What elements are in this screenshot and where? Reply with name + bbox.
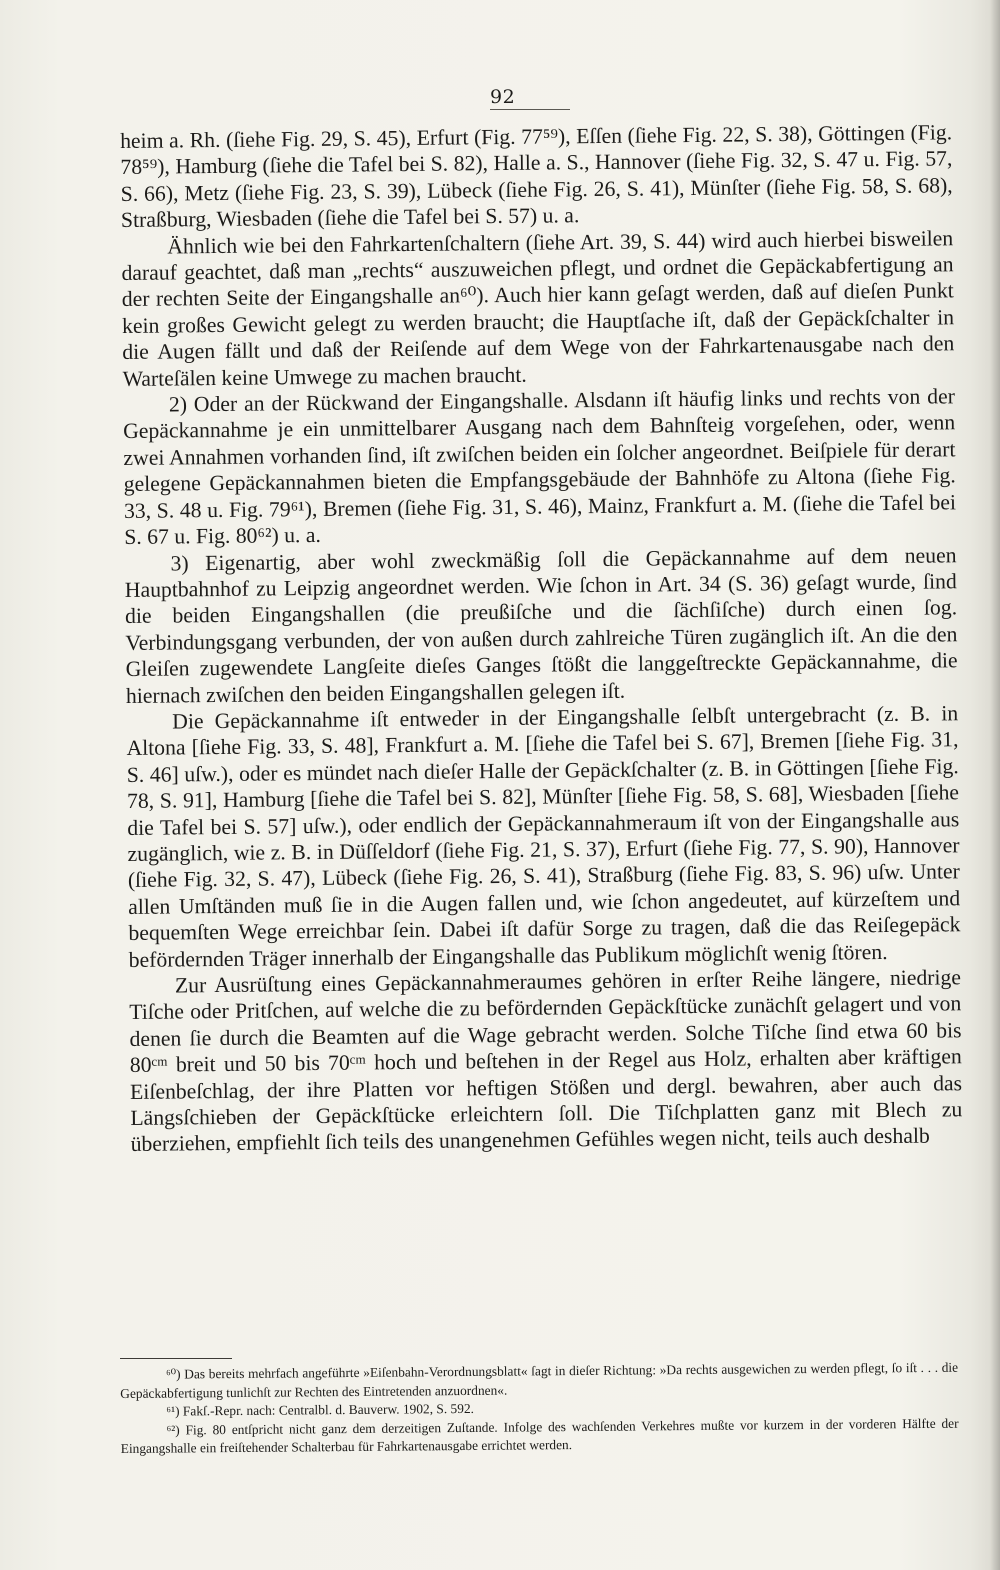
paragraph-continuation: heim a. Rh. (ſiehe Fig. 29, S. 45), Erfurt (Fig. 77⁵⁹), Eſſen (ſiehe Fig. 22, S. 38), Göttingen (Fig. 78⁵⁹), Hamburg (ſiehe die Tafel bei S. 82), Halle a. S., Hannover (ſiehe Fig. 32, S. 47 u. Fig. 57, S. 66), Metz (ſiehe Fig. 23, S. 39), Lübeck (ſiehe Fig. 26, S. 41), Münſter (ſiehe Fig. 58, S. 68), Straßburg, Wiesbaden (ſiehe die Tafel bei S. 57) u. a. xyxy=(120,120,953,233)
footnote-60: ⁶⁰) Das bereits mehrfach angeführte »Eiſenbahn-Verordnungsblatt« ſagt in dieſer Richtung: »Da rechts ausgewichen zu werden pflegt, ſo iſt . . . die Gepäckabfertigung tunlichſt zur Rechten des Eintretenden anzuordnen«. xyxy=(120,1359,959,1401)
paragraph: 3) Eigenartig, aber wohl zweckmäßig ſoll die Gepäckannahme auf dem neuen Hauptbahnhof zu Leipzig angeordnet werden. Wie ſchon in Art. 34 (S. 36) geſagt wurde, ſind die beiden Eingangshallen (die preußiſche und die ſächſiſche) durch einen ſog. Verbindungsgang verbunden, der von außen durch zahlreiche Türen zugänglich iſt. An die den Gleiſen zugewendete Langſeite dieſes Ganges ſtößt die langgeſtreckte Gepäckannahme, die hiernach zwiſchen den beiden Eingangshallen gelegen iſt. xyxy=(124,542,958,708)
footnote-62: ⁶²) Fig. 80 entſpricht nicht ganz dem derzeitigen Zuſtande. Infolge des wachſenden Verkehres mußte vor kurzem in der vorderen Hälfte der Eingangshalle ein freiſtehender Schalterbau für Fahrkartenausgabe errichtet werden. xyxy=(120,1415,959,1457)
paragraph: Ähnlich wie bei den Fahrkartenſchaltern (ſiehe Art. 39, S. 44) wird auch hierbei bisweilen darauf geachtet, daß man „rechts“ auszuweichen pflegt, und ordnet die Gepäckabfertigung an der rechten Seite der Eingangshalle an⁶⁰). Auch hier kann geſagt werden, daß auf dieſen Punkt kein großes Gewicht gelegt zu werden braucht; die Hauptſache iſt, daß der Gepäckſchalter in die Augen fällt und daß der Reiſende auf dem Wege von der Fahrkartenausgabe nach den Warteſälen keine Umwege zu machen braucht. xyxy=(121,225,955,391)
footnote-61: ⁶¹) Fakſ.-Repr. nach: Centralbl. d. Bauverw. 1902, S. 592. xyxy=(166,1401,475,1419)
footnotes xyxy=(120,1359,959,1459)
footnote-divider xyxy=(120,1358,232,1359)
paragraph: Zur Ausrüſtung eines Gepäckannahmeraumes gehören in erſter Reihe längere, niedrige Tiſche oder Pritſchen, auf welche die zu befördernden Gepäckſtücke zunächſt gelagert und von denen ſie durch die Beamten auf die Wage gebracht werden. Solche Tiſche ſind etwa 60 bis 80ᶜᵐ breit und 50 bis 70ᶜᵐ hoch und beſtehen in der Regel aus Holz, erhalten aber kräftigen Eiſenbeſchlag, der ihre Platten vor heftigen Stößen und dergl. bewahren, aber auch das Längsſchieben der Gepäckſtücke erleichtern ſoll. Die Tiſchplatten ganz mit Blech zu überziehen, empfiehlt ſich teils des unangenehmen Gefühles wegen nicht, teils auch deshalb xyxy=(129,965,963,1157)
page-number: 92 xyxy=(490,86,570,110)
paragraph: Die Gepäckannahme iſt entweder in der Eingangshalle ſelbſt untergebracht (z. B. in Altona [ſiehe Fig. 33, S. 48], Frankfurt a. M. [ſiehe die Tafel bei S. 67], Bremen [ſiehe Fig. 31, S. 46] uſw.), oder es mündet nach dieſer Halle der Gepäckſchalter (z. B. in Göttingen [ſiehe Fig. 78, S. 91], Hamburg [ſiehe die Tafel bei S. 82], Münſter [ſiehe Fig. 58, S. 68], Wiesbaden [ſiehe die Tafel bei S. 57] uſw.), oder endlich der Gepäckannahmeraum iſt von der Eingangshalle aus zugänglich, wie z. B. in Düſſeldorf (ſiehe Fig. 21, S. 37), Erfurt (ſiehe Fig. 77, S. 90), Hannover (ſiehe Fig. 32, S. 47), Lübeck (ſiehe Fig. 26, S. 41), Straßburg (ſiehe Fig. 83, S. 96) uſw. Unter allen Umſtänden muß ſie in die Augen fallen und, wie ſchon angedeutet, auf kürzeſtem und bequemſten Wege erreichbar ſein. Dabei iſt dafür Sorge zu tragen, daß die das Reiſegepäck befördernden Träger innerhalb der Eingangshalle das Publikum möglichſt wenig ſtören. xyxy=(126,701,961,972)
page-edge-shadow xyxy=(990,0,1000,1570)
body-text xyxy=(120,119,963,1157)
paragraph: 2) Oder an der Rückwand der Eingangshalle. Alsdann iſt häufig links und rechts von der Gepäckannahme je ein unmittelbarer Ausgang nach dem Bahnſteig vorgeſehen, oder, wenn zwei Annahmen vorhanden ſind, iſt zwiſchen beiden ein ſolcher angeordnet. Beiſpiele für derart gelegene Gepäckannahmen bieten die Empfangsgebäude der Bahnhöfe zu Altona (ſiehe Fig. 33, S. 48 u. Fig. 79⁶¹), Bremen (ſiehe Fig. 31, S. 46), Mainz, Frankfurt a. M. (ſiehe die Tafel bei S. 67 u. Fig. 80⁶²) u. a. xyxy=(123,384,957,550)
